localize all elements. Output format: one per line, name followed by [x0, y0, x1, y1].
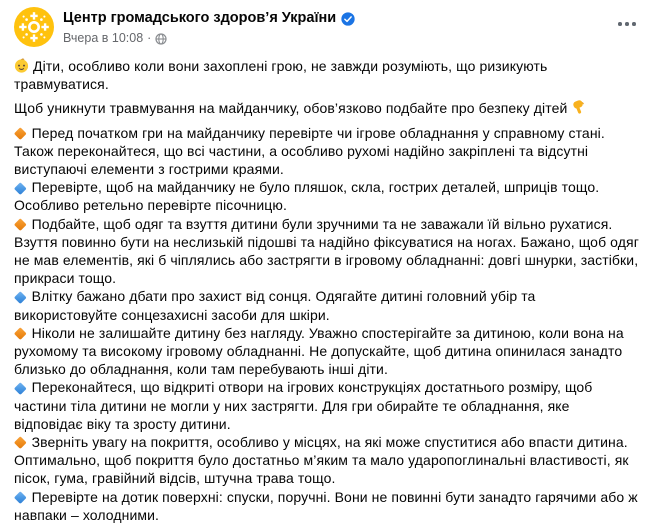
baby-emoji-icon — [14, 58, 29, 73]
post-bullet-paragraph — [14, 124, 640, 179]
orange-diamond-icon — [14, 327, 26, 339]
post-bullet-paragraph — [14, 178, 640, 214]
bullet-text: Влітку бажано дбати про захист від сонця. Одягайте дитині головний убір та використовуйте сонцезахисні засоби для шкіри. — [14, 288, 536, 323]
blue-diamond-icon — [14, 382, 26, 394]
intro-text-2: Щоб уникнути травмування на майданчику, обов’язково подбайте про безпеку дітей — [14, 100, 568, 117]
post-bullet-paragraph — [14, 433, 640, 488]
pointing-down-emoji-icon — [571, 99, 587, 115]
three-dots-icon — [618, 22, 622, 26]
post-bullet-paragraph — [14, 488, 640, 524]
post-header — [0, 0, 656, 47]
post-bullet-paragraph — [14, 378, 640, 433]
post-timestamp-link[interactable]: Вчера в 10:08 — [63, 31, 144, 45]
post-options-button[interactable] — [610, 12, 644, 36]
orange-diamond-icon — [14, 218, 26, 230]
bullet-text: Подбайте, щоб одяг та взуття дитини були зручними та не заважали їй вільно рухатися. Взуття повинно бути на неслизькій підошві та надійно фіксуватися на ногах. Бажано, щоб одяг не мав елементів, які б чіплялись або застрягти в ігровому обладнанні: довгі шнурки, застібки, прикраси тощо. — [14, 215, 639, 287]
post-bullet-paragraph — [14, 287, 640, 323]
bullet-text: Зверніть увагу на покриття, особливо у місцях, на які може спуститися або впасти дитина. Оптимально, щоб покриття було достатньо м’яким та мало ударопоглинальні властивості, як пісок, гума, гравійний відсів, штучна трава тощо. — [14, 434, 629, 487]
privacy-globe-icon — [155, 33, 167, 45]
blue-diamond-icon — [14, 182, 26, 194]
bullet-text: Перед початком гри на майданчику перевірте чи ігрове обладнання у справному стані. Також переконайтеся, що всі частини, а особливо рухомі надійно закріплені та відсутні виступаючі елементи з гострими краями. — [14, 124, 605, 178]
bullet-text: Ніколи не залишайте дитину без нагляду. Уважно спостерігайте за дитиною, коли вона на рухомому та високому ігровому обладнанні. Не допускайте, щоб дитина опинилася занадто близько до обладнання, коли там перебувають інші діти. — [14, 324, 624, 378]
post-intro-paragraph — [14, 99, 640, 117]
bullet-text: Перевірте на дотик поверхні: спуски, поручні. Вони не повинні бути занадто гарячими або ж навпаки – холодними. — [14, 488, 638, 523]
post-bullet-paragraph — [14, 215, 640, 288]
orange-diamond-icon — [14, 437, 26, 449]
blue-diamond-icon — [14, 291, 26, 303]
post-bullet-paragraph — [14, 324, 640, 379]
post-body — [0, 47, 656, 524]
dot-separator: · — [147, 31, 152, 45]
header-text — [63, 7, 355, 46]
bullet-text: Переконайтеся, що відкриті отвори на ігрових конструкціях достатнього розміру, щоб частини тіла дитини не могли у них застрягти. Для гри обирайте те обладнання, яке відповідає віку та зросту дитини. — [14, 379, 593, 432]
intro-text-1: Діти, особливо коли вони захоплені грою, не завжди розуміють, що ризикують травмуватися. — [14, 58, 548, 93]
orange-diamond-icon — [14, 127, 26, 139]
verified-badge-icon — [341, 12, 355, 26]
bullet-text: Перевірте, щоб на майданчику не було пляшок, скла, гострих деталей, шприців тощо. Особливо ретельно перевірте пісочницю. — [14, 179, 600, 214]
post-intro-paragraph — [14, 57, 640, 93]
blue-diamond-icon — [14, 491, 26, 503]
page-name-link[interactable]: Центр громадського здоров’я України — [63, 10, 337, 26]
sun-logo-icon — [14, 7, 54, 47]
page-avatar[interactable] — [14, 7, 54, 47]
